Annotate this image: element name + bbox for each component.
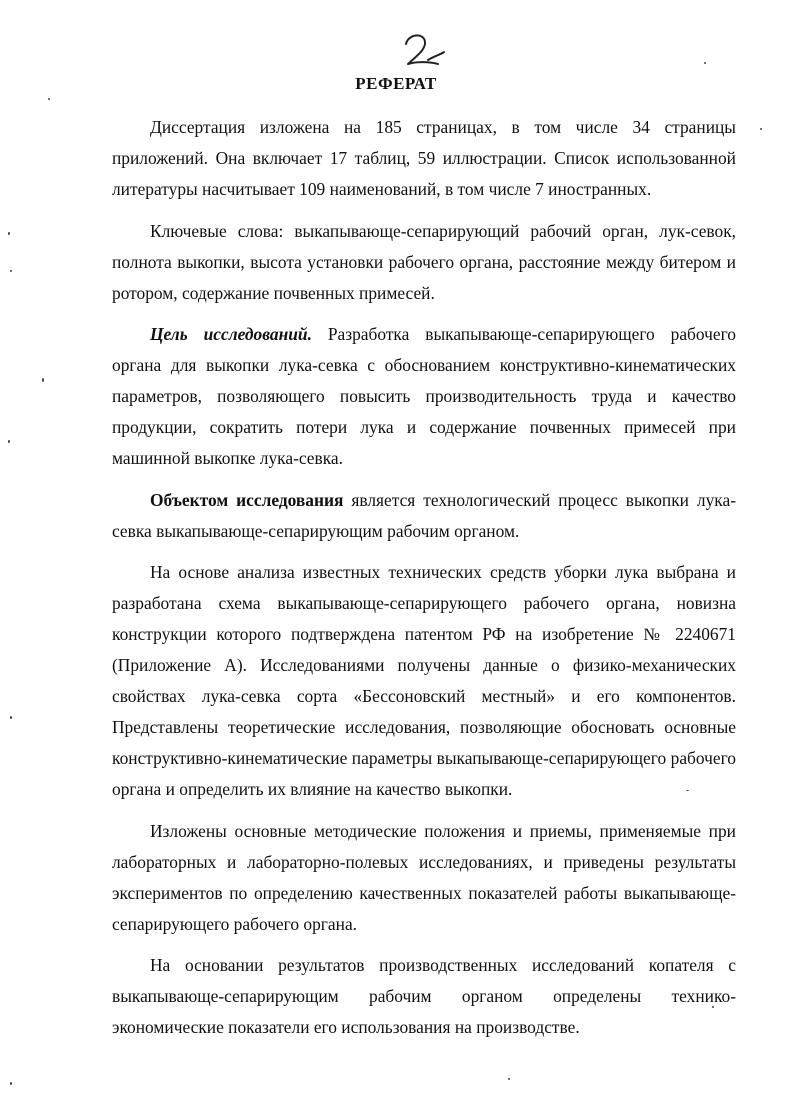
scan-speck: [8, 440, 10, 443]
scan-speck: [10, 716, 12, 719]
object-heading: Объектом исследования: [150, 489, 344, 510]
abstract-body: [112, 112, 736, 1054]
goal-heading: Цель исследований.: [150, 324, 312, 344]
paragraph-goal: Цель исследований. Разработка выкапывающе-сепарирующего рабочего органа для выкопки лука-севка с обоснованием конструктивно-кинематических параметров, позволяющего повысить производительность труда и качество продукции, сократить потери лука и содержание почвенных примесей при машинной выкопке лука-севка.: [112, 324, 736, 468]
handwritten-page-number: [398, 30, 448, 74]
paragraph-methods: Изложены основные методические положения и приемы, применяемые при лабораторных и лабораторно-полевых исследованиях, и приведены результаты экспериментов по определению качественных показателей работы выкапывающе-сепарирующего рабочего органа.: [112, 820, 736, 934]
scan-speck: [712, 1006, 714, 1008]
scan-speck: [10, 1082, 12, 1085]
scan-speck: [8, 232, 10, 235]
page-title: РЕФЕРАТ: [355, 74, 437, 93]
scan-speck: [10, 270, 12, 272]
scan-speck: [48, 98, 50, 100]
handwritten-digit-icon: [398, 30, 448, 74]
paragraph-object: Объектом исследования является технологический процесс выкопки лука-севка выкапывающе-сепарирующим рабочим органом.: [112, 489, 736, 541]
scan-speck: [760, 128, 762, 130]
paragraph-volume: Диссертация изложена на 185 страницах, в том числе 34 страницы приложений. Она включает 17 таблиц, 59 иллюстрации. Список использованной литературы насчитывает 109 наименований, в том числе 7 иностранных.: [112, 117, 736, 199]
paragraph-keywords: Ключевые слова: выкапывающе-сепарирующий рабочий орган, лук-севок, полнота выкопки, высота установки рабочего органа, расстояние между битером и ротором, содержание почвенных примесей.: [112, 220, 736, 303]
paragraph-economics: На основании результатов производственных исследований копателя с выкапывающе-сепарирующим рабочим органом определены технико-экономические показатели его использования на производстве.: [112, 955, 736, 1037]
paragraph-analysis: На основе анализа известных технических средств уборки лука выбрана и разработана схема выкапывающе-сепарирующего рабочего органа, новизна конструкции которого подтверждена патентом РФ на изобретение № 2240671 (Приложение А). Исследованиями получены данные о физико-механических свойствах лука-севка сорта «Бессоновский местный» и его компонентов. Представлены теоретические исследования, позволяющие обосновать основные конструктивно-кинематические параметры выкапывающе-сепарирующего рабочего органа и определить их влияние на качество выкопки.: [112, 562, 736, 799]
scan-speck: [42, 378, 44, 382]
scan-speck: [508, 1078, 510, 1080]
scan-speck: [704, 62, 706, 64]
scan-speck: [686, 790, 689, 791]
